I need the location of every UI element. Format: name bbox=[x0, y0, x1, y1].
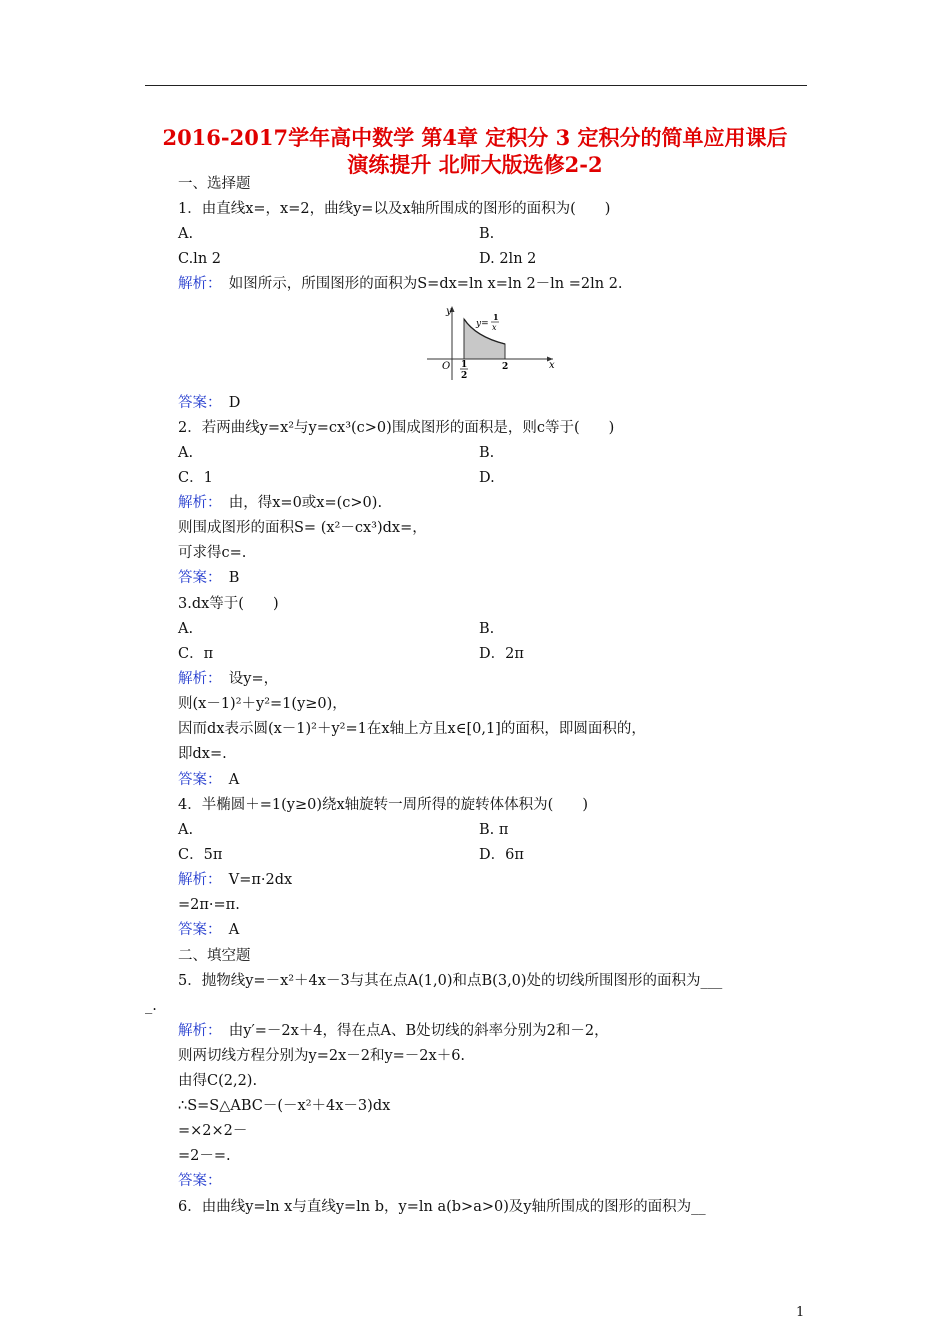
area-figure bbox=[425, 302, 565, 384]
answer-label: 答案： bbox=[178, 570, 215, 586]
answer-label: 答案： bbox=[178, 395, 215, 411]
tick-half-numerator: 1 bbox=[461, 360, 468, 370]
document-title bbox=[120, 124, 830, 178]
curve-label: y= bbox=[476, 319, 489, 329]
analysis-text: 因而dx表示圆(x－1)²＋y²=1在x轴上方且x∈[0,1]的面积，即圆面积的， bbox=[178, 721, 646, 737]
question-continuation: _. bbox=[145, 998, 157, 1014]
header-rule bbox=[145, 85, 807, 86]
analysis-text: 如图所示，所围图形的面积为S=dx=ln x=ln 2－ln =2ln 2. bbox=[214, 276, 623, 292]
option-a: A. bbox=[178, 226, 194, 242]
analysis-line bbox=[178, 870, 292, 890]
page-number: 1 bbox=[796, 1305, 805, 1320]
analysis-text: ∴S=S△ABC－(－x²＋4x－3)dx bbox=[178, 1098, 391, 1114]
option-d: D. 2ln 2 bbox=[479, 251, 537, 267]
answer-text: A bbox=[214, 922, 240, 938]
analysis-text: V=π·2dx bbox=[214, 872, 293, 888]
analysis-text: 可求得c=. bbox=[178, 545, 247, 561]
analysis-text: 则(x－1)²＋y²=1(y≥0)， bbox=[178, 696, 347, 712]
option-b: B. bbox=[479, 226, 495, 242]
option-d: D．6π bbox=[479, 847, 524, 863]
option-c: C．π bbox=[178, 646, 214, 662]
section-heading: 一、选择题 bbox=[178, 176, 251, 192]
option-c: C.ln 2 bbox=[178, 251, 221, 267]
option-b: B. π bbox=[479, 822, 509, 838]
option-b: B. bbox=[479, 621, 495, 637]
origin-label: O bbox=[442, 361, 451, 372]
section-heading: 二、填空题 bbox=[178, 948, 251, 964]
analysis-text: =×2×2－ bbox=[178, 1123, 248, 1139]
question-text: 2．若两曲线y=x²与y=cx³(c>0)围成图形的面积是，则c等于( ) bbox=[178, 420, 615, 436]
answer-text: D bbox=[214, 395, 241, 411]
answer-label: 答案： bbox=[178, 922, 215, 938]
answer-text: B bbox=[214, 570, 240, 586]
curve-label-numerator: 1 bbox=[493, 312, 499, 322]
tick-two-label: 2 bbox=[502, 362, 509, 372]
analysis-text: 由，得x=0或x=(c>0). bbox=[214, 495, 383, 511]
tick-half-denominator: 2 bbox=[461, 371, 468, 381]
x-axis-label: x bbox=[549, 360, 555, 371]
answer-label: 答案： bbox=[178, 772, 215, 788]
answer-text: A bbox=[214, 772, 240, 788]
analysis-line bbox=[178, 493, 382, 513]
option-a: A. bbox=[178, 621, 194, 637]
analysis-text: =2－=. bbox=[178, 1148, 231, 1164]
answer-line bbox=[178, 568, 239, 588]
option-c: C．5π bbox=[178, 847, 223, 863]
analysis-line bbox=[178, 669, 278, 689]
answer-label: 答案： bbox=[178, 1173, 222, 1189]
analysis-text: =2π·=π. bbox=[178, 897, 240, 913]
answer-line bbox=[178, 393, 240, 413]
analysis-label: 解析： bbox=[178, 276, 215, 292]
analysis-text: 由y′=－2x＋4，得在点A、B处切线的斜率分别为2和－2， bbox=[214, 1023, 609, 1039]
question-text: 4．半椭圆＋=1(y≥0)绕x轴旋转一周所得的旋转体体积为( ) bbox=[178, 797, 588, 813]
option-d: D. bbox=[479, 470, 495, 486]
title-line-2: 演练提升 北师大版选修2-2 bbox=[347, 152, 603, 177]
option-a: A. bbox=[178, 822, 194, 838]
question-text: 5．抛物线y=－x²＋4x－3与其在点A(1,0)和点B(3,0)处的切线所围图形的面积为___ bbox=[178, 973, 723, 989]
answer-line bbox=[178, 770, 239, 790]
answer-line bbox=[178, 920, 239, 940]
question-text: 1．由直线x=，x=2，曲线y=以及x轴所围成的图形的面积为( ) bbox=[178, 201, 611, 217]
analysis-text: 即dx=. bbox=[178, 746, 227, 762]
analysis-line bbox=[178, 274, 623, 294]
y-axis-label: y bbox=[446, 306, 452, 317]
option-d: D．2π bbox=[479, 646, 524, 662]
question-text: 3.dx等于( ) bbox=[178, 596, 279, 612]
answer-line bbox=[178, 1171, 222, 1191]
analysis-line bbox=[178, 1021, 609, 1041]
analysis-label: 解析： bbox=[178, 872, 215, 888]
option-b: B. bbox=[479, 445, 495, 461]
option-c: C．1 bbox=[178, 470, 213, 486]
curve-label-denominator: x bbox=[492, 323, 497, 332]
title-line-1: 2016-2017学年高中数学 第4章 定积分 3 定积分的简单应用课后 bbox=[162, 125, 788, 150]
analysis-label: 解析： bbox=[178, 671, 215, 687]
analysis-text: 则围成图形的面积S= (x²－cx³)dx=， bbox=[178, 520, 427, 536]
analysis-text: 则两切线方程分别为y=2x－2和y=－2x＋6. bbox=[178, 1048, 466, 1064]
option-a: A. bbox=[178, 445, 194, 461]
analysis-text: 设y=， bbox=[214, 671, 279, 687]
analysis-label: 解析： bbox=[178, 1023, 215, 1039]
analysis-label: 解析： bbox=[178, 495, 215, 511]
question-text: 6．由曲线y=ln x与直线y=ln b，y=ln a(b>a>0)及y轴所围成的图形的面积为__ bbox=[178, 1199, 706, 1215]
analysis-text: 由得C(2,2). bbox=[178, 1073, 258, 1089]
